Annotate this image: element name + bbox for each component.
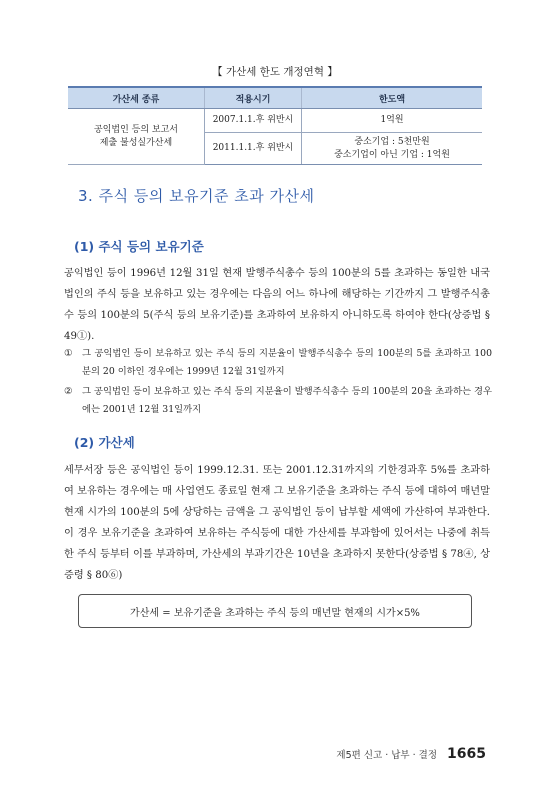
- holding-period-list: [64, 345, 492, 419]
- column-header-period: 적용시기: [205, 87, 302, 109]
- paragraph-penalty: 세무서장 등은 공익법인 등이 1999.12.31. 또는 2001.12.31까지의 기한경과후 5%를 초과하여 보유하는 경우에는 매 사업연도 종료일 현재 그 보유기준을 초과하는 주식 등에 대하여 매년말 현재 시가의 100분의 5에 상당하는 금액을 그 공익법인 등이 납부할 세액에 가산하여 부과한다. 이 경우 보유기준을 초과하여 보유하는 주식등에 대한 가산세를 부과함에 있어서는 나중에 취득한 주식 등부터 이를 부과하며, 가산세의 부과기간은 10년을 초과하지 못한다(상증법 § 78④, 상증령 § 80⑥): [64, 465, 490, 581]
- penalty-type-cell: [68, 109, 205, 165]
- paragraph-holding-standard: 공익법인 등이 1996년 12월 31일 현재 발행주식총수 등의 100분의 5를 초과하는 동일한 내국법인의 주식 등을 보유하고 있는 경우에는 다음의 어느 하나에 해당하는 기간까지 그 발행주식총수 등의 100분의 5(주식 등의 보유기준)를 초과하여 보유하지 아니하도록 하여야 한다(상증법 § 49①).: [64, 268, 490, 342]
- list-item-text: 그 공익법인 등이 보유하고 있는 주식 등의 지분율이 발행주식총수 등의 100분의 20을 초과하는 경우에는 2001년 12월 31일까지: [82, 386, 492, 415]
- list-item: [64, 345, 492, 381]
- column-header-limit: 한도액: [302, 87, 483, 109]
- limit-line: 중소기업이 아닌 기업 : 1억원: [334, 149, 450, 160]
- limit-cell: [302, 109, 483, 133]
- list-marker: ②: [64, 386, 73, 397]
- page-footer: [336, 746, 486, 762]
- penalty-limit-table: [68, 86, 482, 165]
- penalty-type-line: 공익법인 등의 보고서: [94, 125, 178, 136]
- period-cell: 2007.1.1.후 위반시: [205, 109, 302, 133]
- limit-line: 1억원: [380, 115, 404, 126]
- formula-text: 가산세 = 보유기준을 초과하는 주식 등의 매년말 현재의 시가×5%: [130, 607, 420, 619]
- list-item-text: 그 공익법인 등이 보유하고 있는 주식 등의 지분율이 발행주식총수 등의 100분의 5를 초과하고 100분의 20 이하인 경우에는 1999년 12월 31일까지: [82, 348, 492, 377]
- penalty-type-line: 제출 불성실가산세: [99, 137, 173, 148]
- table-title: 【 가산세 한도 개정연혁 】: [212, 66, 338, 78]
- limit-line: 중소기업 : 5천만원: [354, 137, 430, 148]
- subsection-heading-2: (2) 가산세: [74, 435, 135, 450]
- list-marker: ①: [64, 348, 73, 359]
- section-heading: 3. 주식 등의 보유기준 초과 가산세: [78, 187, 315, 205]
- column-header-type: 가산세 종류: [68, 87, 205, 109]
- list-item: [64, 383, 492, 419]
- period-cell: 2011.1.1.후 위반시: [205, 133, 302, 165]
- page-number: 1665: [447, 746, 486, 762]
- chapter-label: 제5편 신고 · 납부 · 결정: [336, 750, 438, 761]
- subsection-heading-1: (1) 주식 등의 보유기준: [74, 239, 204, 254]
- formula-box: [78, 594, 472, 628]
- limit-cell: [302, 133, 483, 165]
